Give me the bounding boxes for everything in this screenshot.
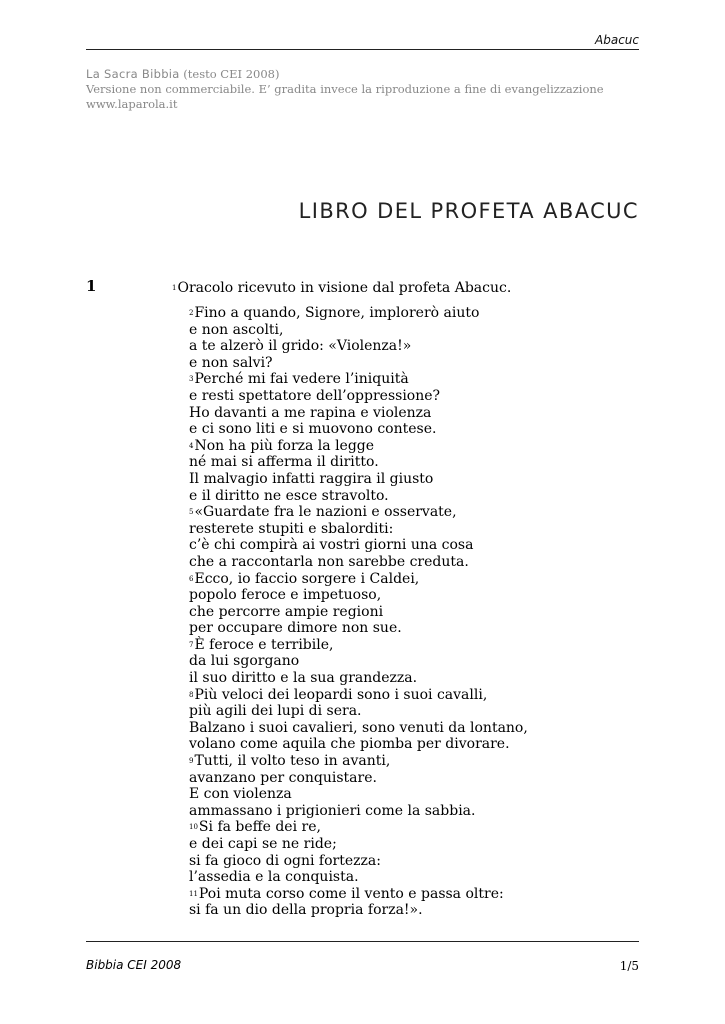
poem-line <box>189 322 528 339</box>
verse-text: E con violenza <box>189 786 292 803</box>
verse-text: e ci sono liti e si muovono contese. <box>189 421 437 438</box>
verse-text: da lui sgorgano <box>189 653 300 670</box>
poem-line <box>189 703 528 720</box>
verse-number: 1 <box>172 284 177 292</box>
poem-line <box>189 687 528 704</box>
verse-text: Il malvagio infatti raggira il giusto <box>189 470 434 487</box>
poem-line <box>189 504 528 521</box>
verse-text: più agili dei lupi di sera. <box>189 703 362 720</box>
poem-line <box>189 836 528 853</box>
verse-text: si fa gioco di ogni fortezza: <box>189 852 381 869</box>
verse-number: 11 <box>189 889 198 898</box>
header-rule <box>86 49 639 50</box>
poem-line <box>189 637 528 654</box>
poem-line <box>189 902 528 919</box>
notice-line-1 <box>86 67 604 82</box>
verse-text: È feroce e terribile, <box>194 636 334 653</box>
verse-text: né mai si afferma il diritto. <box>189 454 379 471</box>
poem-line <box>189 720 528 737</box>
verse-number: 8 <box>189 690 194 699</box>
verse-text: volano come aquila che piomba per divorare. <box>189 736 510 753</box>
poem-line <box>189 521 528 538</box>
copyright-notice <box>86 67 604 112</box>
footer-title: Bibbia CEI 2008 <box>86 958 182 972</box>
poem-line <box>189 554 528 571</box>
poem-line <box>189 604 528 621</box>
page-number: 1/5 <box>619 959 639 973</box>
verse-text: e non salvi? <box>189 354 273 371</box>
verse-number: 7 <box>189 640 194 649</box>
poem-line <box>189 620 528 637</box>
verse-text: Oracolo ricevuto in visione dal profeta Abacuc. <box>177 280 512 296</box>
verse-number: 4 <box>189 441 194 450</box>
notice-edition: (testo CEI 2008) <box>179 67 280 81</box>
verse-text: Ecco, io faccio sorgere i Caldei, <box>194 570 420 587</box>
poem-line <box>189 421 528 438</box>
verse-text: Poi muta corso come il vento e passa oltre: <box>198 885 504 902</box>
verse-text: popolo feroce e impetuoso, <box>189 587 382 604</box>
verse-text: resterete stupiti e sbalorditi: <box>189 520 394 537</box>
poem-line <box>189 488 528 505</box>
poem-line <box>189 753 528 770</box>
running-title: Abacuc <box>595 33 639 47</box>
verse-text: che percorre ampie regioni <box>189 603 384 620</box>
verse-number: 5 <box>189 508 194 517</box>
poem-line <box>189 869 528 886</box>
poem-line <box>189 388 528 405</box>
poem-line <box>189 355 528 372</box>
verse-text: Si fa beffe dei re, <box>198 819 321 836</box>
poem-line <box>189 736 528 753</box>
poem-line <box>189 338 528 355</box>
poem-line <box>189 305 528 322</box>
notice-website: www.laparola.it <box>86 97 178 111</box>
verse-text: «Guardate fra le nazioni e osservate, <box>194 504 457 521</box>
poem-line <box>189 454 528 471</box>
verse-text: Non ha più forza la legge <box>194 437 375 454</box>
poem-line <box>189 786 528 803</box>
verse-text: ammassano i prigionieri come la sabbia. <box>189 802 476 819</box>
poem-line <box>189 853 528 870</box>
verse-text: Ho davanti a me rapina e violenza <box>189 404 432 421</box>
verse-number: 6 <box>189 574 194 583</box>
verse-text: e il diritto ne esce stravolto. <box>189 487 389 504</box>
verse-text: a te alzerò il grido: «Violenza!» <box>189 338 412 355</box>
poem-line <box>189 438 528 455</box>
verse-text: Fino a quando, Signore, implorerò aiuto <box>194 305 480 321</box>
verse-text: l’assedia e la conquista. <box>189 869 359 886</box>
verse-1 <box>172 280 511 296</box>
verse-text: e resti spettatore dell’oppressione? <box>189 387 441 404</box>
verse-text: c’è chi compirà ai vostri giorni una cosa <box>189 537 474 554</box>
poem-line <box>189 886 528 903</box>
verse-number: 10 <box>189 823 198 832</box>
notice-brand: La Sacra Bibbia <box>86 67 180 81</box>
verse-number: 2 <box>189 309 194 317</box>
verse-text: il suo diritto e la sua grandezza. <box>189 670 418 687</box>
poem-line <box>189 471 528 488</box>
verse-text: e dei capi se ne ride; <box>189 836 337 852</box>
footer-rule <box>86 941 639 942</box>
poem-line <box>189 653 528 670</box>
verse-text: avanzano per conquistare. <box>189 769 377 786</box>
verse-text: Tutti, il volto teso in avanti, <box>194 753 391 770</box>
verse-text: e non ascolti, <box>189 321 284 338</box>
poem-verses <box>189 305 528 919</box>
poem-line <box>189 571 528 588</box>
verse-text: che a raccontarla non sarebbe creduta. <box>189 553 469 570</box>
poem-line <box>189 537 528 554</box>
chapter-number: 1 <box>86 277 97 295</box>
book-title: LIBRO DEL PROFETA ABACUC <box>298 199 639 223</box>
poem-line <box>189 371 528 388</box>
verse-text: si fa un dio della propria forza!». <box>189 902 423 919</box>
poem-line <box>189 803 528 820</box>
verse-number: 3 <box>189 375 194 384</box>
verse-text: per occupare dimore non sue. <box>189 620 402 637</box>
poem-line <box>189 770 528 787</box>
verse-text: Più veloci dei leopardi sono i suoi cavalli, <box>194 686 488 703</box>
poem-line <box>189 819 528 836</box>
verse-number: 9 <box>189 757 194 766</box>
poem-line <box>189 670 528 687</box>
poem-line <box>189 405 528 422</box>
notice-line-2: Versione non commerciabile. E’ gradita invece la riproduzione a fine di evangelizzazione <box>86 82 604 96</box>
verse-text: Perché mi fai vedere l’iniquità <box>194 371 409 388</box>
poem-line <box>189 587 528 604</box>
verse-text: Balzano i suoi cavalieri, sono venuti da lontano, <box>189 719 528 736</box>
